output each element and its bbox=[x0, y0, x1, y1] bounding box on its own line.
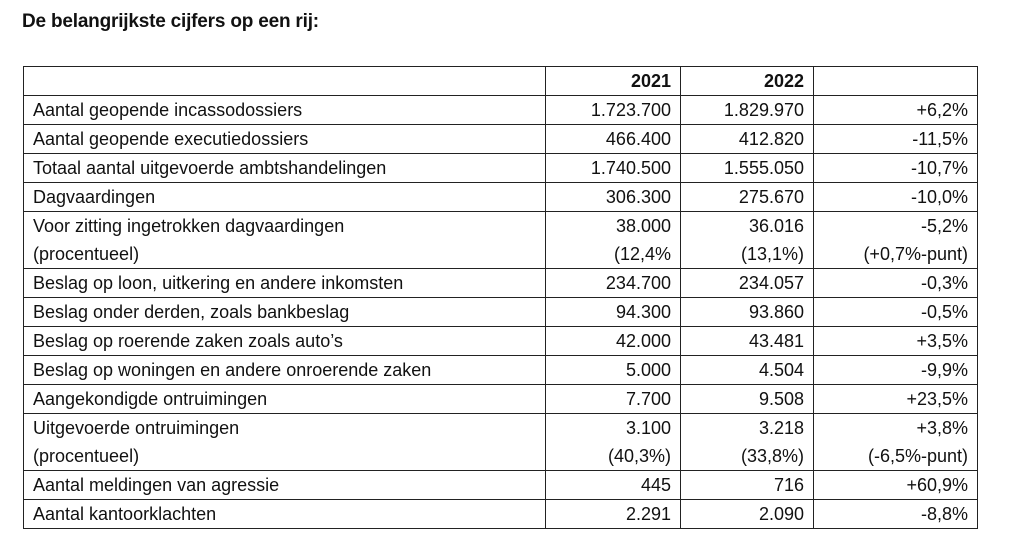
value-2021-line: (40,3%) bbox=[607, 446, 671, 466]
value-2021 bbox=[546, 500, 681, 529]
value-2021 bbox=[546, 385, 681, 414]
row-label bbox=[24, 471, 546, 500]
value-2021-line: 3.100 bbox=[625, 418, 671, 438]
value-change-line: +23,5% bbox=[906, 389, 968, 409]
value-change-line: -11,5% bbox=[912, 129, 968, 149]
value-2022 bbox=[681, 154, 814, 183]
row-label bbox=[24, 298, 546, 327]
value-change bbox=[814, 356, 978, 385]
value-2021 bbox=[546, 125, 681, 154]
value-2021-line: 445 bbox=[640, 475, 671, 495]
value-2022 bbox=[681, 212, 814, 269]
value-2022-line: 716 bbox=[773, 475, 804, 495]
table-body bbox=[24, 96, 978, 529]
value-change bbox=[814, 471, 978, 500]
value-change bbox=[814, 125, 978, 154]
row-label bbox=[24, 385, 546, 414]
value-change-line: -10,7% bbox=[910, 158, 968, 178]
value-2021-line: 1.723.700 bbox=[590, 100, 671, 120]
value-2022-line: (13,1%) bbox=[740, 244, 804, 264]
value-2022 bbox=[681, 269, 814, 298]
header-label bbox=[24, 67, 546, 96]
value-2021-line: 7.700 bbox=[625, 389, 671, 409]
row-label bbox=[24, 414, 546, 471]
value-2021 bbox=[546, 183, 681, 212]
row-label-line: Aantal geopende executiedossiers bbox=[33, 129, 309, 149]
value-2021-line: (12,4% bbox=[613, 244, 671, 264]
value-change-line: -0,3% bbox=[920, 273, 968, 293]
table-row bbox=[24, 269, 978, 298]
table-row bbox=[24, 96, 978, 125]
table-header-row bbox=[24, 67, 978, 96]
value-2021-line: 94.300 bbox=[615, 302, 671, 322]
row-label-line: Beslag op woningen en andere onroerende zaken bbox=[33, 360, 432, 380]
row-label-line: (procentueel) bbox=[33, 244, 140, 264]
value-change-line: +3,8% bbox=[916, 418, 968, 438]
value-2022 bbox=[681, 125, 814, 154]
row-label bbox=[24, 500, 546, 529]
row-label bbox=[24, 269, 546, 298]
value-2021-line: 306.300 bbox=[605, 187, 671, 207]
row-label bbox=[24, 183, 546, 212]
value-change bbox=[814, 298, 978, 327]
value-2022-line: 3.218 bbox=[758, 418, 804, 438]
value-2022 bbox=[681, 327, 814, 356]
value-2022-line: 9.508 bbox=[758, 389, 804, 409]
value-2022-line: 36.016 bbox=[748, 216, 804, 236]
table-row bbox=[24, 327, 978, 356]
value-2022-line: 1.555.050 bbox=[723, 158, 804, 178]
header-year-2021: 2021 bbox=[546, 67, 681, 96]
value-2021 bbox=[546, 356, 681, 385]
row-label bbox=[24, 125, 546, 154]
value-change bbox=[814, 414, 978, 471]
table-row bbox=[24, 414, 978, 471]
value-change bbox=[814, 269, 978, 298]
value-2021-line: 466.400 bbox=[605, 129, 671, 149]
value-2021 bbox=[546, 414, 681, 471]
value-2021 bbox=[546, 269, 681, 298]
row-label-line: Beslag onder derden, zoals bankbeslag bbox=[33, 302, 350, 322]
row-label bbox=[24, 154, 546, 183]
value-2022 bbox=[681, 500, 814, 529]
value-change-line: +60,9% bbox=[906, 475, 968, 495]
row-label-line: Uitgevoerde ontruimingen bbox=[33, 418, 240, 438]
row-label bbox=[24, 327, 546, 356]
value-change-line: +6,2% bbox=[916, 100, 968, 120]
value-2022-line: 2.090 bbox=[758, 504, 804, 524]
row-label-line: Aantal geopende incassodossiers bbox=[33, 100, 303, 120]
value-2021 bbox=[546, 212, 681, 269]
row-label-line: Voor zitting ingetrokken dagvaardingen bbox=[33, 216, 345, 236]
value-2021 bbox=[546, 327, 681, 356]
page-heading: De belangrijkste cijfers op een rij: bbox=[22, 11, 319, 32]
table-row bbox=[24, 385, 978, 414]
value-change-line: (-6,5%-punt) bbox=[867, 446, 968, 466]
row-label bbox=[24, 96, 546, 125]
row-label-line: Totaal aantal uitgevoerde ambtshandelingen bbox=[33, 158, 387, 178]
value-2022-line: 275.670 bbox=[738, 187, 804, 207]
value-2022 bbox=[681, 414, 814, 471]
row-label-line: Beslag op roerende zaken zoals auto’s bbox=[33, 331, 343, 351]
value-change-line: -0,5% bbox=[920, 302, 968, 322]
row-label bbox=[24, 212, 546, 269]
table-row bbox=[24, 183, 978, 212]
row-label-line: Aantal kantoorklachten bbox=[33, 504, 217, 524]
value-change-line: -9,9% bbox=[920, 360, 968, 380]
value-2022-line: 1.829.970 bbox=[723, 100, 804, 120]
value-change bbox=[814, 500, 978, 529]
key-figures-table bbox=[23, 66, 978, 529]
value-2022 bbox=[681, 356, 814, 385]
table-row bbox=[24, 154, 978, 183]
value-2021 bbox=[546, 96, 681, 125]
value-2021-line: 1.740.500 bbox=[590, 158, 671, 178]
row-label-line: Aangekondigde ontruimingen bbox=[33, 389, 268, 409]
value-change-line: -10,0% bbox=[910, 187, 968, 207]
value-change-line: -5,2% bbox=[920, 216, 968, 236]
table-row bbox=[24, 125, 978, 154]
value-2022 bbox=[681, 385, 814, 414]
value-2021-line: 234.700 bbox=[605, 273, 671, 293]
row-label bbox=[24, 356, 546, 385]
value-2021-line: 38.000 bbox=[615, 216, 671, 236]
value-2022-line: 234.057 bbox=[738, 273, 804, 293]
value-2022-line: 412.820 bbox=[738, 129, 804, 149]
value-2022 bbox=[681, 298, 814, 327]
row-label-line: (procentueel) bbox=[33, 446, 140, 466]
value-2022 bbox=[681, 183, 814, 212]
value-2022 bbox=[681, 96, 814, 125]
header-year-2022: 2022 bbox=[681, 67, 814, 96]
row-label-line: Beslag op loon, uitkering en andere inkomsten bbox=[33, 273, 404, 293]
table-row bbox=[24, 471, 978, 500]
value-change bbox=[814, 154, 978, 183]
value-2022 bbox=[681, 471, 814, 500]
value-2022-line: 4.504 bbox=[758, 360, 804, 380]
value-change bbox=[814, 385, 978, 414]
table-row bbox=[24, 500, 978, 529]
value-2021 bbox=[546, 298, 681, 327]
row-label-line: Dagvaardingen bbox=[33, 187, 156, 207]
row-label-line: Aantal meldingen van agressie bbox=[33, 475, 280, 495]
header-change bbox=[814, 67, 978, 96]
value-2021 bbox=[546, 154, 681, 183]
value-2021-line: 42.000 bbox=[615, 331, 671, 351]
value-change-line: +3,5% bbox=[916, 331, 968, 351]
value-2021-line: 2.291 bbox=[625, 504, 671, 524]
value-2022-line: (33,8%) bbox=[740, 446, 804, 466]
value-2022-line: 93.860 bbox=[748, 302, 804, 322]
value-change bbox=[814, 183, 978, 212]
value-change bbox=[814, 327, 978, 356]
value-change-line: -8,8% bbox=[920, 504, 968, 524]
value-change bbox=[814, 212, 978, 269]
value-change-line: (+0,7%-punt) bbox=[863, 244, 968, 264]
value-2022-line: 43.481 bbox=[748, 331, 804, 351]
value-2021-line: 5.000 bbox=[625, 360, 671, 380]
table-row bbox=[24, 212, 978, 269]
value-change bbox=[814, 96, 978, 125]
table-row bbox=[24, 298, 978, 327]
table-row bbox=[24, 356, 978, 385]
value-2021 bbox=[546, 471, 681, 500]
